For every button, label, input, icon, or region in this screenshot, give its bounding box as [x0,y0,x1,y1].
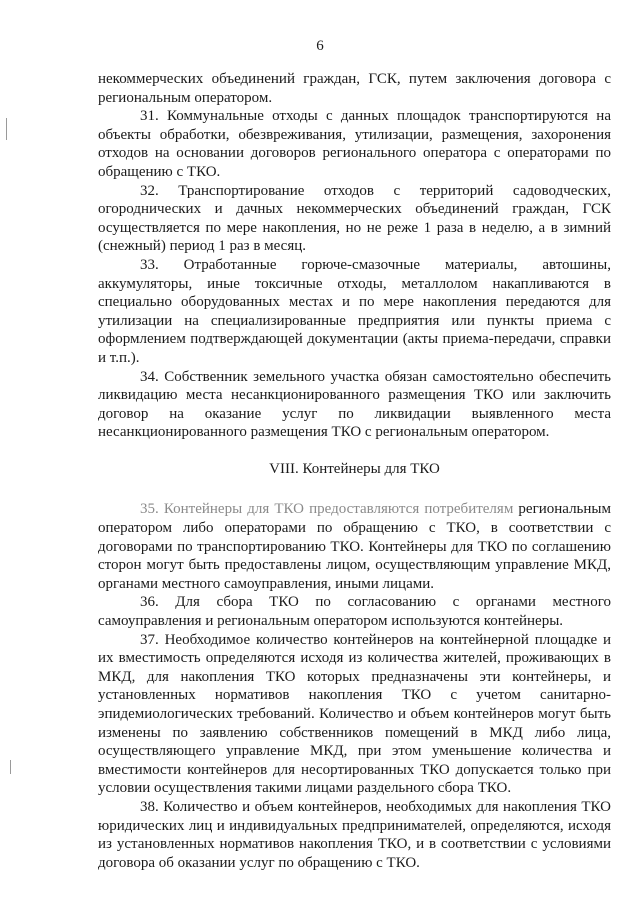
paragraph-33: 33. Отработанные горюче-смазочные материалы, автошины, аккумуляторы, иные токсичные отходы, металлолом накапливаются в специально оборудованных местах и по мере накопления передаются для утилизации на специализированные предприятия или пункты приема с оформлением подтверждающей документации (акты приема-передачи, справки и т.п.). [98,256,611,366]
paragraph-30-continuation: некоммерческих объединений граждан, ГСК, путем заключения договора с региональным оператором. [98,71,611,106]
paragraph-37: 37. Необходимое количество контейнеров на контейнерной площадке и их вместимость определяются исходя из количества жителей, проживающих в МКД, для накопления ТКО которых предназначены эти контейнеры, и установленных нормативов накопления ТКО с учетом санитарно-эпидемиологических требований. Количество и объем контейнеров могут быть изменены по заявлению собственников помещений в МКД либо лица, осуществляющего управление МКД, при этом уменьшение количества и вместимости контейнеров для несортированных ТКО допускается только при условии осуществления такими лицами раздельного сбора ТКО. [98,631,611,797]
paragraph-31: 31. Коммунальные отходы с данных площадок транспортируются на объекты обработки, обезвреживания, утилизации, размещения, захоронения отходов на основании договоров регионального оператора с операторами по обращению с ТКО. [98,108,611,180]
scan-margin-mark [10,760,11,774]
paragraph-32: 32. Транспортирование отходов с территорий садоводческих, огороднических и дачных некоммерческих объединений граждан, ГСК осуществляется по мере накопления, но не реже 1 раза в неделю, а в зимний (снежный) период 1 раз в месяц. [98,182,611,255]
paragraph-34: 34. Собственник земельного участка обязан самостоятельно обеспечить ликвидацию места несанкционированного размещения ТКО или заключить договор на оказание услуг по ликвидации выявленного места несанкционированного размещения ТКО с региональным оператором. [98,368,611,441]
paragraph-35 [98,500,611,593]
scan-margin-mark [6,118,7,140]
page-number: 6 [316,38,324,54]
document-body [98,70,611,872]
paragraph-35-rest: региональным оператором либо операторами по обращению с ТКО, в соответствии с договорами по транспортированию ТКО. Контейнеры для ТКО по соглашению сторон могут быть предоставлены лицом, осуществляющим управление МКД, органами местного самоуправления, иными лицами. [98,501,611,592]
paragraph-35-faded-line: 35. Контейнеры для ТКО предоставляются потребителям [140,501,514,518]
paragraph-36: 36. Для сбора ТКО по согласованию с органами местного самоуправления и региональным оператором используются контейнеры. [98,594,611,630]
section-heading: VIII. Контейнеры для ТКО [269,460,440,477]
paragraph-38: 38. Количество и объем контейнеров, необходимых для накопления ТКО юридических лиц и индивидуальных предпринимателей, определяются, исходя из установленных нормативов накопления ТКО, и в соответствии с условиями договора об оказании услуг по обращению с ТКО. [98,798,611,871]
